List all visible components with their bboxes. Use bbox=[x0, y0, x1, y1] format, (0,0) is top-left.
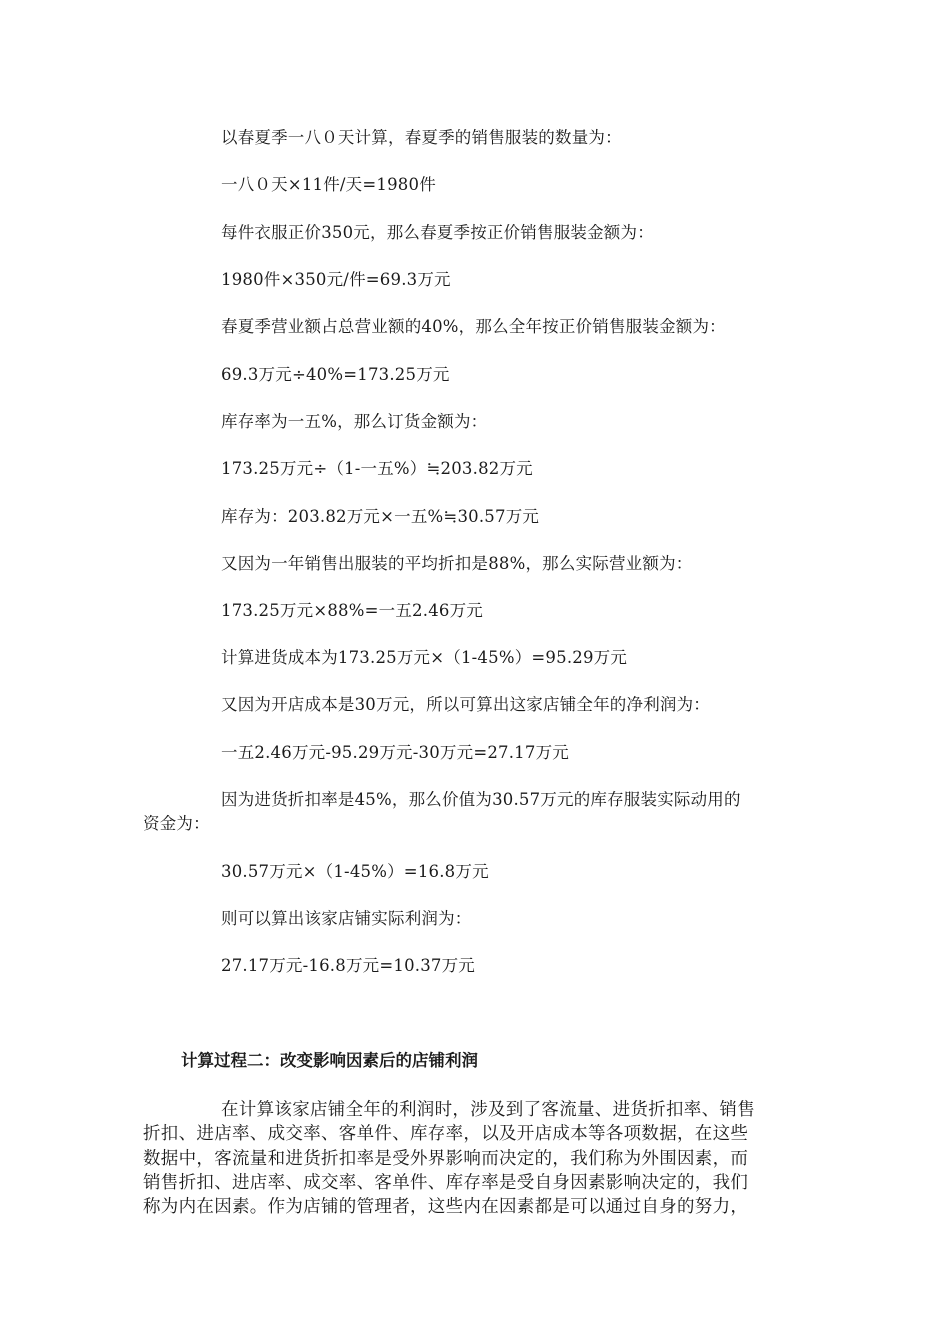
wrapped-paragraph bbox=[143, 788, 813, 835]
calc-line-6: 69.3万元÷40%=173.25万元 bbox=[221, 365, 450, 384]
calc-line-2: 一八０天×11件/天=1980件 bbox=[221, 175, 436, 194]
calc-line-17: 27.17万元-16.8万元=10.37万元 bbox=[221, 956, 476, 975]
calc-line-14: 一五2.46万元-95.29万元-30万元=27.17万元 bbox=[221, 743, 569, 762]
body-line-2: 折扣、进店率、成交率、客单件、库存率，以及开店成本等各项数据，在这些 bbox=[143, 1124, 749, 1145]
calc-line-7: 库存率为一五%，那么订货金额为： bbox=[221, 412, 488, 431]
body-line-1: 在计算该家店铺全年的利润时，涉及到了客流量、进货折扣率、销售 bbox=[221, 1100, 755, 1120]
body-paragraph bbox=[143, 1098, 808, 1219]
calc-line-8: 173.25万元÷（1-一五%）≒203.82万元 bbox=[221, 459, 533, 478]
calc-line-15: 30.57万元×（1-45%）=16.8万元 bbox=[221, 862, 489, 881]
body-line-4: 销售折扣、进店率、成交率、客单件、库存率是受自身因素影响决定的，我们 bbox=[143, 1172, 749, 1193]
wrapped-paragraph-line-2: 资金为： bbox=[143, 813, 210, 833]
calc-line-5: 春夏季营业额占总营业额的40%，那么全年按正价销售服装金额为： bbox=[221, 317, 726, 336]
body-line-5: 称为内在因素。作为店铺的管理者，这些内在因素都是可以通过自身的努力， bbox=[143, 1197, 749, 1218]
calc-line-9: 库存为：203.82万元×一五%≒30.57万元 bbox=[221, 507, 540, 526]
calc-line-3: 每件衣服正价350元，那么春夏季按正价销售服装金额为： bbox=[221, 223, 654, 242]
calc-line-12: 计算进货成本为173.25万元×（1-45%）=95.29万元 bbox=[221, 648, 628, 667]
wrapped-paragraph-line-1: 因为进货折扣率是45%，那么价值为30.57万元的库存服装实际动用的 bbox=[221, 790, 741, 809]
calc-line-4: 1980件×350元/件=69.3万元 bbox=[221, 270, 451, 289]
calc-line-13: 又因为开店成本是30万元，所以可算出这家店铺全年的净利润为： bbox=[221, 695, 710, 714]
body-line-3: 数据中，客流量和进货折扣率是受外界影响而决定的，我们称为外围因素，而 bbox=[143, 1148, 749, 1169]
calc-line-10: 又因为一年销售出服装的平均折扣是88%，那么实际营业额为： bbox=[221, 554, 693, 573]
section-heading: 计算过程二：改变影响因素后的店铺利润 bbox=[181, 1051, 478, 1070]
calc-line-16: 则可以算出该家店铺实际利润为： bbox=[221, 909, 472, 928]
calc-line-1: 以春夏季一八０天计算，春夏季的销售服装的数量为： bbox=[221, 128, 622, 147]
calc-line-11: 173.25万元×88%=一五2.46万元 bbox=[221, 601, 483, 620]
